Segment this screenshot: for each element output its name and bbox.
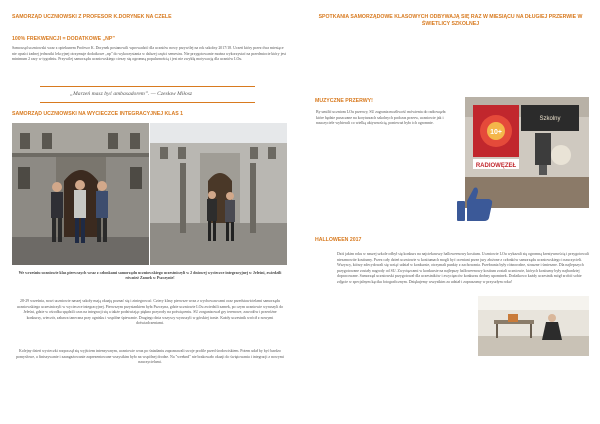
trip-text-2: Kolejny dzień wycieczki rozpoczął się wyjściem intensywnym, uczniowie wraz po śniadaniu zapoznawali swoje profile przed środowiskiem. Potem udał by być bardzo pomysłowe, a finiszywanie i zaangażowanie zaprezentowane wszystkim było na wspólnej drodze. Na "weeknd" nie brakowało okazji do świętowania i integracji z nowymi nauczycielami. — [16, 349, 284, 365]
thumbs-up-icon — [455, 185, 495, 223]
quote-text: „Marzeń masz być ambasadorem”. — Czesław Miłosz — [70, 91, 193, 97]
halloween-photo — [478, 296, 589, 356]
music-heading: MUZYCZNE PRZERWY! — [315, 98, 373, 104]
trip-photo-caption: We wrześniu uczniowie klas pierwszych wraz z członkami samorządu uczniowskiego uczestniczyli w 2 dniowej wycieczce integracyjnej w Jeleśni, zwiedzili również Zamek w Pszczynie! — [18, 270, 282, 281]
left-title: SAMORZĄD UCZNIOWSKI Z PROFESOR K.DORYNEK NA CZELE — [12, 14, 172, 20]
trip-photo-right — [150, 123, 287, 265]
music-text: By umilić uczniom LOu przerwy, SU zagrania możliwość mówienia do radiowęzła które będzie puszczane na korytarzach szkolnych podczas przerw, uczniowie jak i nauczyciele wybierali co wielką aktywnością, ponieważ było ich ogromnie. — [316, 110, 446, 126]
quote-top-rule — [40, 86, 255, 87]
svg-text:Szkolny: Szkolny — [539, 116, 561, 122]
halloween-heading: HALLOWEEN 2017 — [315, 237, 362, 243]
attendance-text: Samorząd uczniowski wraz z opiekunem Profesor K. Dorynek postanowili wprowadzić dla uczniów nowy przywilej na rok szkolny 2017/18. Uczeń który przez dwa miesiące nie opuści żadnej jednostki lekcyjnej otrzymuje dodatkowe „np” do wykorzystania w dalszej części semestru. Nie przygotowanie można wykorzystać na przedmiocie który jest minimum 2 razy w tygodniu. Przywilej samorządu uczniowskiego cieszy się ogromną popularnością i jest nie zwykłą motywacją dla uczniów LOu. — [12, 46, 286, 62]
svg-text:RADIOWĘZEŁ: RADIOWĘZEŁ — [475, 163, 517, 169]
right-title: SPOTKANIA SAMORZĄDOWE KLASOWYCH ODBYWAJĄ SIĘ RAZ W MIESIĄCU NA DŁUGIEJ PRZERWIE W ŚWIETLICY SZKOLNEJ — [318, 14, 583, 27]
trip-text-1: 28-29 września, nowi uczniowie naszej szkoły mają okazję poznać się i zintegrować. Cztery klasy pierwsze wraz z wychowawcami oraz przedstawicielami samorządu uczniowskiego uczestniczyli w wycieczce integracyjnej. Pierwszym przystankiem była Pszczyna, gdzie uczniowie LOu zwiedzili zamek, po czym uczniowie wyruszyli do Jeleśni, gdzie w ośrodku spędzili czas na integracji się a także podziwiając piękno przyrody na poświęceniu. SU zorganizował gry terenowe, zawodów i przeróżne konkursy, wieczór, zabawa taneczna przy ognisku i wspólne śpiewanie. Drugiego dnia wszyscy wyruszyli w górskiej trasie. Każdy uczestnik wrócił z nowymi doświadczeniami. — [16, 299, 284, 326]
halloween-text: Dziś jakim roku w naszej szkole odbył się konkurs na najciekawszy halloweenowy kostium. Uczniowie LOu wykazali się ogromną kreatywnością i przygotowali niesamowite kostiumy. Przez cały dzień uczniowie w kostiumach mogli być oceniani przez jury złożone z członków samorządu uczniowskiego i nauczycieli. Wszyscy, którzy zdecydowali się wziąć udział w konkursie, otrzymali punkty z zachowania. Przebrania były różnorodne, straszne i śmieszne. Dla najlepszych przygotowane zostały nagrody od SU. Zwycięzcami w konkursie na najlepszy halloweenowy kostium zostali uczniowie, których kostiumy były najbardziej dopracowane. Samorząd uczniowski przygotował dla uczestników i zwycięzców konkursu drobny upominek. Dodatkowo każdy uczestnik mógł zrobić sobie zdjęcie w specjalnym kąciku fotograficznym. Dziękujemy wszystkim za udział i zapraszamy w przyszłym roku! — [337, 252, 589, 284]
attendance-heading: 100% FREKWENCJI = DODATKOWE „NP” — [12, 36, 115, 42]
quote-bottom-rule — [40, 102, 255, 103]
trip-photo-left — [12, 123, 149, 265]
trip-heading: SAMORZĄD UCZNIOWSKI NA WYCIECZCE INTEGRACYJNEJ KLAS 1 — [12, 111, 184, 117]
svg-text:10+: 10+ — [490, 129, 502, 136]
